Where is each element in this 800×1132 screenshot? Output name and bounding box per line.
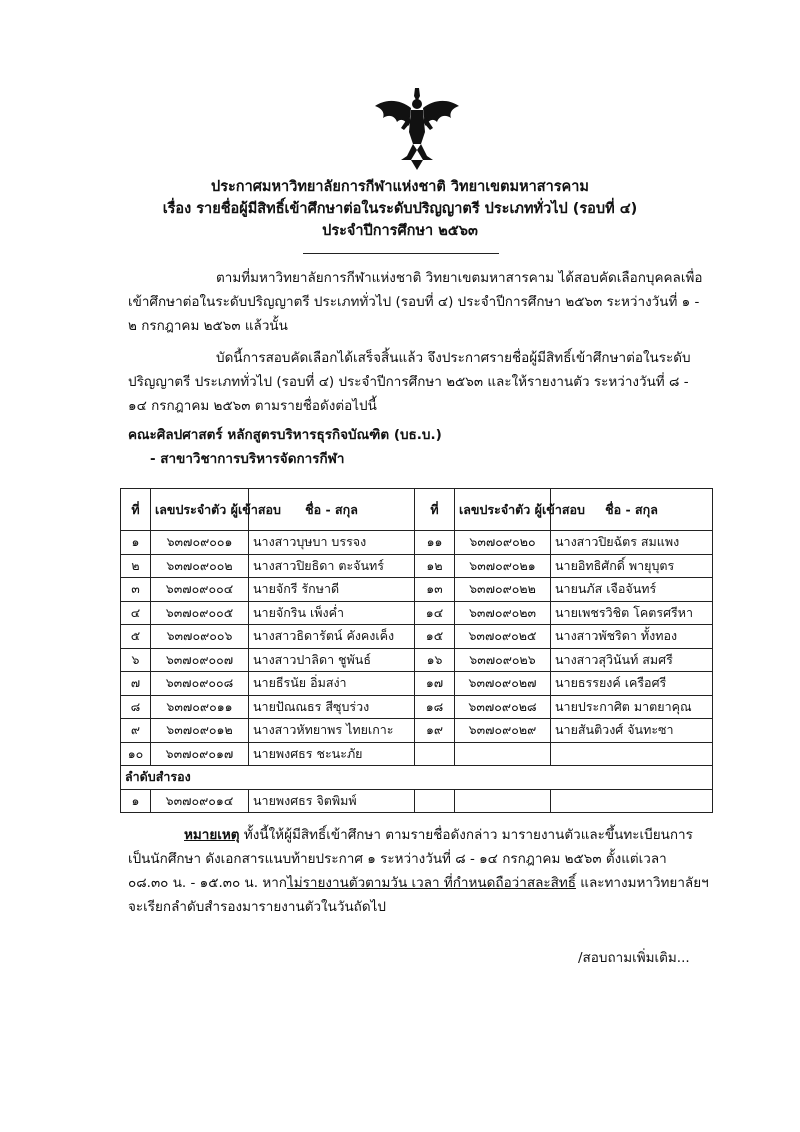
remark-underlined-text: ไม่รายงานตัวตามวัน เวลา ที่กำหนดถือว่าสละสิทธิ์ bbox=[286, 875, 576, 891]
row-number: ๘ bbox=[121, 695, 151, 719]
announcement-title: ประกาศมหาวิทยาลัยการกีฬาแห่งชาติ วิทยาเขตมหาสารคาม bbox=[211, 179, 589, 195]
student-name: นายจักริน เพ็งค่ำ bbox=[249, 601, 415, 625]
student-name: นายพงศธร จิตพิมพ์ bbox=[249, 789, 415, 813]
row-number: ๒ bbox=[121, 554, 151, 578]
exam-id: ๖๓๗๐๙๐๒๓ bbox=[455, 601, 551, 625]
continuation-note: /สอบถามเพิ่มเติม... bbox=[578, 950, 690, 966]
student-name: นางสาวพัชริดา ทั้งทอง bbox=[551, 625, 713, 649]
table-row bbox=[121, 742, 713, 766]
student-name: นางสาวปาลิดา ชูพันธ์ bbox=[249, 648, 415, 672]
table-row bbox=[121, 625, 713, 649]
table-row bbox=[121, 789, 713, 813]
exam-id: ๖๓๗๐๙๐๒๑ bbox=[455, 554, 551, 578]
exam-id: ๖๓๗๐๙๐๐๘ bbox=[151, 672, 249, 696]
row-number: ๑ bbox=[121, 789, 151, 813]
row-number: ๑๓ bbox=[415, 578, 455, 602]
row-number: ๔ bbox=[121, 601, 151, 625]
table-row bbox=[121, 672, 713, 696]
exam-id: ๖๓๗๐๙๐๐๗ bbox=[151, 648, 249, 672]
student-name: นางสาวสุวินันท์ สมศรี bbox=[551, 648, 713, 672]
table-row bbox=[121, 531, 713, 555]
student-name: นายอิทธิศักดิ์ พายุบุตร bbox=[551, 554, 713, 578]
title-divider bbox=[303, 253, 499, 254]
exam-id: ๖๓๗๐๙๐๒๕ bbox=[455, 625, 551, 649]
exam-id: ๖๓๗๐๙๐๐๒ bbox=[151, 554, 249, 578]
student-name: นายประกาศิต มาตยาคุณ bbox=[551, 695, 713, 719]
row-number bbox=[415, 789, 455, 813]
table-row bbox=[121, 578, 713, 602]
garuda-emblem-icon bbox=[371, 86, 463, 170]
table-header-row bbox=[121, 489, 713, 531]
reserve-heading-row bbox=[121, 766, 713, 790]
row-number: ๑๔ bbox=[415, 601, 455, 625]
col-header-name: ชื่อ - สกุล bbox=[249, 489, 415, 531]
intro-paragraph: ตามที่มหาวิทยาลัยการกีฬาแห่งชาติ วิทยาเขตมหาสารคาม ได้สอบคัดเลือกบุคคลเพื่อเข้าศึกษาต่อในระดับปริญญาตรี ประเภททั่วไป (รอบที่ ๔) ประจำปีการศึกษา ๒๕๖๓ ระหว่างวันที่ ๑ - ๒ กรกฎาคม ๒๕๖๓ แล้วนั้น bbox=[128, 270, 703, 334]
student-name: นายเพชรวิชิต โคตรศรีหา bbox=[551, 601, 713, 625]
exam-id bbox=[455, 789, 551, 813]
student-name: นางสาวปิยธิดา ตะจันทร์ bbox=[249, 554, 415, 578]
table-row bbox=[121, 648, 713, 672]
col-header-no: ที่ bbox=[121, 489, 151, 531]
col-header-name: ชื่อ - สกุล bbox=[551, 489, 713, 531]
announcement-paragraph: บัดนี้การสอบคัดเลือกได้เสร็จสิ้นแล้ว จึงประกาศรายชื่อผู้มีสิทธิ์เข้าศึกษาต่อในระดับปริญญาตรี ประเภททั่วไป (รอบที่ ๔) ประจำปีการศึกษา ๒๕๖๓ และให้รายงานตัว ระหว่างวันที่ ๘ - ๑๔ กรกฎาคม ๒๕๖๓ ตามรายชื่อดังต่อไปนี้ bbox=[128, 350, 691, 414]
faculty-heading: คณะศิลปศาสตร์ หลักสูตรบริหารธุรกิจบัณฑิต (บธ.บ.) bbox=[128, 427, 442, 443]
academic-year: ประจำปีการศึกษา ๒๕๖๓ bbox=[322, 223, 478, 239]
student-name: นางสาวบุษบา บรรจง bbox=[249, 531, 415, 555]
table-row bbox=[121, 719, 713, 743]
exam-id: ๖๓๗๐๙๐๐๕ bbox=[151, 601, 249, 625]
announcement-subject: เรื่อง รายชื่อผู้มีสิทธิ์เข้าศึกษาต่อในระดับปริญญาตรี ประเภททั่วไป (รอบที่ ๔) bbox=[162, 201, 638, 217]
row-number: ๕ bbox=[121, 625, 151, 649]
row-number: ๙ bbox=[121, 719, 151, 743]
row-number bbox=[415, 742, 455, 766]
row-number: ๖ bbox=[121, 648, 151, 672]
exam-id: ๖๓๗๐๙๐๑๑ bbox=[151, 695, 249, 719]
exam-id: ๖๓๗๐๙๐๑๒ bbox=[151, 719, 249, 743]
student-name: นายสันติวงศ์ จันทะซา bbox=[551, 719, 713, 743]
student-name bbox=[551, 789, 713, 813]
exam-id: ๖๓๗๐๙๐๐๔ bbox=[151, 578, 249, 602]
col-header-exam-id: เลขประจำตัว ผู้เข้าสอบ bbox=[455, 489, 551, 531]
exam-id: ๖๓๗๐๙๐๑๔ bbox=[151, 789, 249, 813]
student-name: นางสาวหัทยาพร ไทยเกาะ bbox=[249, 719, 415, 743]
exam-id: ๖๓๗๐๙๐๒๒ bbox=[455, 578, 551, 602]
exam-id: ๖๓๗๐๙๐๒๗ bbox=[455, 672, 551, 696]
col-header-no: ที่ bbox=[415, 489, 455, 531]
major-heading: - สาขาวิชาการบริหารจัดการกีฬา bbox=[150, 451, 345, 467]
col-header-exam-id: เลขประจำตัว ผู้เข้าสอบ bbox=[151, 489, 249, 531]
exam-id bbox=[455, 742, 551, 766]
row-number: ๑๘ bbox=[415, 695, 455, 719]
exam-id: ๖๓๗๐๙๐๒๙ bbox=[455, 719, 551, 743]
table-row bbox=[121, 601, 713, 625]
row-number: ๑๕ bbox=[415, 625, 455, 649]
table-row bbox=[121, 695, 713, 719]
student-name: นายนภัส เจือจันทร์ bbox=[551, 578, 713, 602]
row-number: ๑๑ bbox=[415, 531, 455, 555]
reserve-list-heading: ลำดับสำรอง bbox=[121, 766, 713, 790]
remark-label: หมายเหตุ bbox=[184, 827, 240, 843]
exam-id: ๖๓๗๐๙๐๒๖ bbox=[455, 648, 551, 672]
exam-id: ๖๓๗๐๙๐๑๗ bbox=[151, 742, 249, 766]
student-name: นายธีรนัย อิ่มสง่า bbox=[249, 672, 415, 696]
remark-text: ทั้งนี้ให้ผู้มีสิทธิ์เข้าศึกษา ตามรายชื่อดังกล่าว มารายงานตัวและขึ้นทะเบียนการเป็นนักศึกษา ดังเอกสารแนบท้ายประกาศ ๑ ระหว่างวันที่ ๘ - ๑๔ กรกฎาคม ๒๕๖๓ ตั้งแต่เวลา ๐๘.๓๐ น. - ๑๕.๓๐ น. หาก bbox=[128, 827, 693, 891]
row-number: ๑๗ bbox=[415, 672, 455, 696]
row-number: ๑๐ bbox=[121, 742, 151, 766]
student-name bbox=[551, 742, 713, 766]
row-number: ๑๖ bbox=[415, 648, 455, 672]
row-number: ๗ bbox=[121, 672, 151, 696]
exam-id: ๖๓๗๐๙๐๒๐ bbox=[455, 531, 551, 555]
student-name: นางสาวปิยฉัตร สมแพง bbox=[551, 531, 713, 555]
table-row bbox=[121, 554, 713, 578]
exam-id: ๖๓๗๐๙๐๐๑ bbox=[151, 531, 249, 555]
student-name: นายพงศธร ชะนะภัย bbox=[249, 742, 415, 766]
row-number: ๑๒ bbox=[415, 554, 455, 578]
student-name: นายจักรี รักษาดี bbox=[249, 578, 415, 602]
student-name: นายปัณณธร สีซุบร่วง bbox=[249, 695, 415, 719]
student-name: นายธรรยงค์ เครือศรี bbox=[551, 672, 713, 696]
row-number: ๑๙ bbox=[415, 719, 455, 743]
admitted-students-table bbox=[120, 488, 713, 813]
student-name: นางสาวธิดารัตน์ คังคงเค็ง bbox=[249, 625, 415, 649]
remark-text-end: และทางมหาวิทยาลัยฯ จะเรียกลำดับสำรองมารายงานตัวในวันถัดไป bbox=[128, 875, 709, 915]
exam-id: ๖๓๗๐๙๐๐๖ bbox=[151, 625, 249, 649]
row-number: ๓ bbox=[121, 578, 151, 602]
exam-id: ๖๓๗๐๙๐๒๘ bbox=[455, 695, 551, 719]
row-number: ๑ bbox=[121, 531, 151, 555]
remark-paragraph bbox=[128, 823, 710, 919]
